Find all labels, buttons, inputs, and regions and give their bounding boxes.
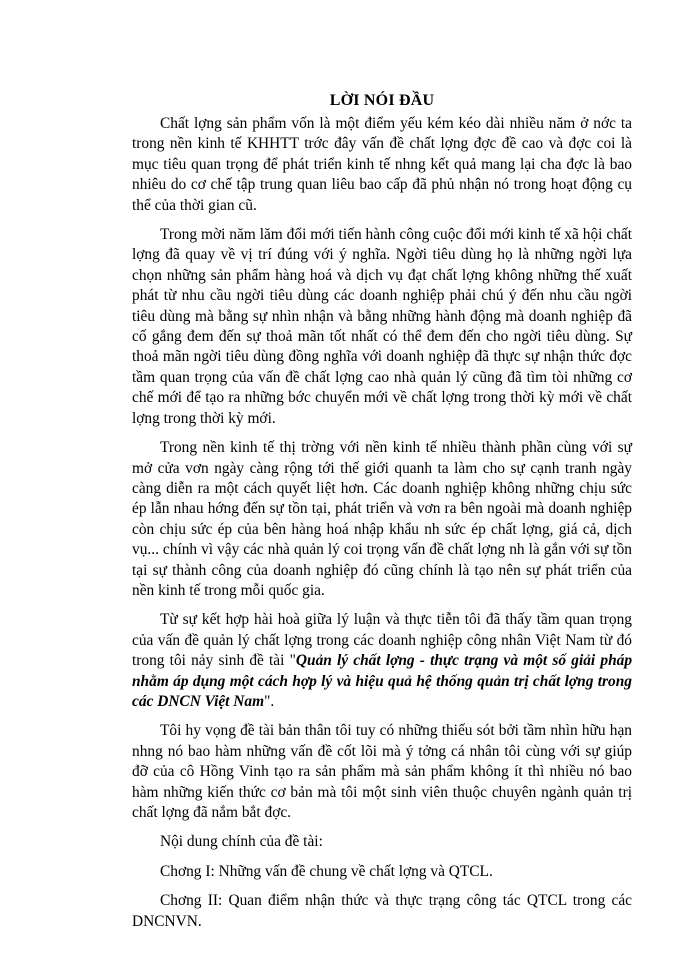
page-title: LỜI NÓI ĐẦU (329, 92, 435, 109)
paragraph-1: Chất lợng sản phẩm vốn là một điểm yếu kém kéo dài nhiều năm ở nớc ta trong nền kinh tế KHHTT trớc đây vấn đề chất lợng đợc đề cao và đợc coi là mục tiêu quan trọng để phát triển kinh tế nhng kết quả mang lại cha đợc là bao nhiêu do cơ chế tập trung quan liêu bao cấp đã phủ nhận nó trong hoạt động cụ thể của thời gian cũ. (132, 115, 632, 214)
chapter-1-line: Chơng I: Những vấn đề chung về chất lợng và QTCL. (160, 862, 493, 880)
contents-heading: Nội dung chính của đề tài: (160, 833, 323, 851)
paragraph-2: Trong mời năm lăm đổi mới tiến hành công cuộc đổi mới kinh tế xã hội chất lợng đã quay về vị trí đúng với ý nghĩa. Ngời tiêu dùng họ là những ngời lựa chọn những sản phẩm hàng hoá và dịch vụ đạt chất lợng không những thế xuất phát từ nhu cầu ngời tiêu dùng các doanh nghiệp phải chú ý đến nhu cầu ngời tiêu dùng mà bằng sự nhìn nhận và bằng những hành động mà doanh nghiệp đã cố gắng đem đến sự thoả mãn tốt nhất có thể đem đến cho ngời tiêu dùng. Sự thoả mãn ngời tiêu dùng đồng nghĩa với doanh nghiệp đã thực sự nhận thức đợc tầm quan trọng của vấn đề chất lợng cao nhà quản lý cũng đã tìm tòi những cơ chế mới để tạo ra những bớc chuyển mới về chất lợng trong thời kỳ mới về chất lợng trong thời kỳ mới. (132, 226, 632, 427)
chapter-2-line: Chơng II: Quan điểm nhận thức và thực trạng công tác QTCL trong các DNCNVN. (132, 892, 632, 930)
paragraph-4 (132, 610, 632, 712)
thesis-topic: Quản lý chất lợng - thực trạng và một số giải pháp nhằm áp dụng một cách hợp lý và hiệu quả hệ thống quản trị chất lợng trong các DNCN Việt Nam (132, 652, 633, 710)
paragraph-4-intro: Từ sự kết hợp hài hoà giữa lý luận và thực tiễn tôi đã thấy tầm quan trọng của vấn đề quản lý chất lợng trong các doanh nghiệp công nhân Việt Nam từ đó trong tôi nảy sinh đề tài " (132, 611, 632, 670)
paragraph-3: Trong nền kinh tế thị trờng với nền kinh tế nhiều thành phần cùng với sự mở cửa vơn ngày càng rộng tới thế giới quanh ta làm cho sự cạnh tranh ngày càng diễn ra một cách quyết liệt hơn. Các doanh nghiệp không những chịu sức ép lẫn nhau hớng đến sự tồn tại, phát triển và vơn ra bên ngoài mà doanh nghiệp còn chịu sức ép của bên hàng hoá nhập khẩu nh sức ép chất lợng, giá cả, dịch vụ... chính vì vậy các nhà quản lý coi trọng vấn đề chất lợng nh là gắn với sự tồn tại sự thành công của doanh nghiệp đó cũng chính là tạo nên sự phát triển của nền kinh tế trong mỗi quốc gia. (132, 439, 632, 599)
paragraph-5: Tôi hy vọng đề tài bản thân tôi tuy có những thiếu sót bởi tầm nhìn hữu hạn nhng nó bao hàm những vấn đề cốt lõi mà ý tởng cá nhân tôi cùng với sự giúp đỡ của cô Hồng Vinh tạo ra sản phẩm mà sản phẩm không ít thì nhiều nó bao hàm những kiến thức cơ bản mà tôi một sinh viên thuộc chuyên ngành quản trị chất lợng đã nắm bắt đợc. (132, 722, 632, 821)
paragraph-4-end: ". (264, 692, 275, 710)
